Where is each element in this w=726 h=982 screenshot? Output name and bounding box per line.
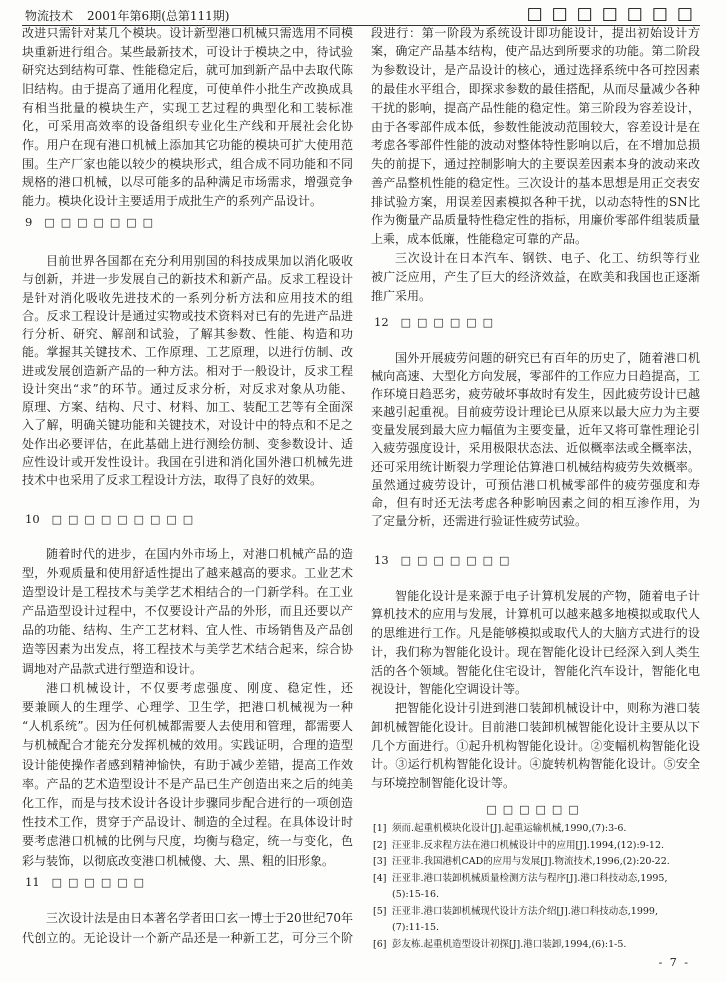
section-12-body [371,349,700,530]
section-number: 10 [25,512,40,526]
section-12-heading [374,312,499,332]
text-line: 排试验方案，用误差因素模拟各种干扰，以动态特性的SN比 [371,194,700,209]
paragraph [371,249,700,305]
text-line: 原理、方案、结构、尺寸、材料、加工、装配工艺等有全面深 [22,400,353,414]
text-line: 围。生产厂家也能以较少的模块形式，组合成不同功能和不同 [22,156,353,171]
text-line: 进或发展创造新产品的一种方法。相对于一般设计，反求工程 [22,363,353,378]
text-line: 设计突出“求”的环节。通过反求分析，对反求对象从功能、 [22,381,353,396]
text-line: 还可采用统计断裂力学理论估算港口机械结构疲劳失效概率。 [371,459,700,474]
reference-label: [3] [373,856,387,867]
text-line: 干扰的影响，提高产品性能的稳定性。第三阶段为容差设计， [371,100,700,115]
text-line: 与机械配合才能充分发挥机械的效用。实践证明，合理的造型 [22,738,353,753]
text-line: 作为衡量产品质量特性稳定性的指标，用廉价零部件组装质量 [371,213,700,228]
text-line: 善产品整机性能的稳定性。三次设计的基本思想是用正交表安 [371,175,700,190]
text-line: 与环境控制智能化设计等。 [371,776,516,791]
references-heading: □□□□□□ [486,803,585,816]
text-line: 算机技术的应用与发展，计算机可以越来越多地模拟或取代人 [371,607,700,622]
paragraph [371,699,700,793]
paragraph [22,545,353,679]
text-line: 随着时代的进步，在国内外市场上，对港口机械产品的造 [46,546,353,561]
text-line: 智能化设计是来源于电子计算机发展的产物，随着电子计 [395,588,700,603]
text-line: 合。反求工程设计是通过实物或技术资料对已有的先进产品进 [22,308,353,323]
text-line: 规格的港口机械，以尽可能多的品种满足市场需求，增强竞争 [22,175,353,190]
reference-line: 须而.起重机模块化设计[J].起重运输机械,1990,(7):3-6. [392,823,627,834]
text-line: 命，但有时还无法考虑各种影响因素之间的相互渗作用，为 [371,495,700,510]
reference-label: [5] [373,905,387,917]
section-11-continued-body [371,24,700,306]
opening-text [22,24,353,211]
text-line: 几个方面进行。①起升机构智能化设计。②变幅机构智能化设 [371,738,700,753]
page-number: - 7 - [658,956,690,969]
text-line: 卸机械智能化设计。目前港口装卸机械智能化设计主要从以下 [371,719,700,734]
text-line: 了定量分析，还需进行验证性疲劳试验。 [371,513,588,528]
text-line: 行分析、研究、解剖和试验，了解其参数、性能、构造和功 [22,327,353,341]
text-line: 彩与装饰，以彻底改变港口机械傻、大、黑、粗的旧形象。 [22,853,335,868]
text-line: 代创立的。无论设计一个新产品还是一种新工艺，可分三个阶 [22,930,353,945]
text-line: 变量发展到最大应力幅值为主要变量，近年又将可靠性理论引 [371,423,700,438]
text-line: 能力。模块化设计主要适用于成批生产的系列产品设计。 [22,193,323,208]
reference-item [371,821,700,838]
section-title: □□□□□□ [400,316,499,329]
paragraph [371,349,700,530]
section-13-body [371,587,700,793]
reference-text [392,854,700,871]
text-line: 调地对产品款式进行塑造和设计。 [22,661,203,676]
paragraph [22,252,353,489]
text-line: 要兼顾人的生理学、心理学、卫生学，把港口机械视为一种 [22,700,353,714]
section-title: □□□□□□□ [44,216,160,229]
paragraph [371,24,700,249]
text-line: 把智能化设计引进到港口装卸机械设计中，则称为港口装 [395,701,700,716]
reference-line: 彭友栋.起重机造型设计初探[J].港口装卸,1994,(6):1-5. [392,938,627,950]
section-mark: □□□□□□□ [526,4,702,24]
reference-label: [1] [373,823,387,834]
text-line: 造等因素为出发点，将工程技术与美学艺术结合起来，综合协 [22,642,353,657]
text-line: 推广采用。 [371,288,432,303]
text-line: 计。③运行机构智能化设计。④旋转机构智能化设计。⑤安全 [371,757,700,772]
text-line: 技术中也采用了反求工程设计方法，取得了良好的效果。 [22,473,323,487]
text-line: 性技术工作，贯穿于产品设计、制造的全过程。在具体设计时 [22,815,353,830]
reference-label: [6] [373,938,387,950]
section-13-heading [374,550,515,570]
reference-line: 汪亚非.港口装卸机械现代设计方法介绍[J].港口科技动态,1999, [392,905,658,917]
paragraph [371,587,700,700]
reference-line: 汪亚非.我国港机CAD的应用与发展[J].物流技术,1996,(2):20-22. [392,856,670,867]
text-line: 三次设计法是由日本著名学者田口玄一博士于20世纪70年 [46,911,353,925]
text-line: 入疲劳强度设计，采用极限状态法、近似概率法或全概率法， [371,441,700,456]
text-line: 要考虑港口机械的比例与尺度，均衡与稳定，统一与变化，色 [22,834,353,849]
reference-line: (7):11-15. [392,922,440,933]
reference-text [392,871,700,904]
text-line: 视设计，智能化空调设计等。 [371,682,528,697]
text-line: 率。产品的艺术造型设计不是产品已生产创造出来之后的纯美 [22,776,353,791]
text-line: 的思维进行工作。凡是能够模拟或取代人的大脑方式进行的设 [371,626,700,641]
text-line: 化工作，而是与技术设计各设计步骤同步配合进行的一项创造 [22,795,353,810]
text-line: 设计能使操作者感到精神愉快，有助于减少差错，提高工作效 [22,757,353,772]
text-line: 考虑各零部件性能的波动对整体特性影响以后，在不增加总损 [371,138,700,153]
text-line: 段进行：第一阶段为系统设计即功能设计，提出初始设计方 [371,25,700,40]
section-title: □□□□□□□ [400,554,516,567]
reference-line: 汪亚非.港口装卸机械质量检测方法与程序[J].港口科技动态,1995, [392,872,668,884]
text-line: 虽然通过疲劳设计，可预估港口机械零部件的疲劳强度和寿 [371,477,700,492]
text-line: 应性设计或开发性设计。我国在引进和消化国外港口机械先进 [22,454,353,469]
text-line: 三次设计在日本汽车、钢铁、电子、化工、纺织等行业 [395,250,700,265]
reference-line: (5):15-16. [392,889,440,900]
text-line: 作环境日趋恶劣，疲劳破坏事故时有发生，因此疲劳设计已越 [371,387,700,402]
text-line: 有相当批量的模块生产，实现工艺过程的典型化和工装标准 [22,100,353,115]
reference-list [371,821,700,953]
text-line: 型，外观质量和使用舒适性提出了越来越高的要求。工业艺术 [22,565,353,580]
paragraph [22,24,353,211]
text-line: 能。掌握其关键技术、工作原理、工艺原理，以进行仿制、改 [22,345,353,360]
text-line: 为参数设计，是产品设计的核心，通过选择系统中各可控因素 [371,63,700,78]
section-number: 11 [25,875,40,889]
text-line: 失的前提下，通过控制影响大的主要误差因素本身的波动来改 [371,157,700,172]
section-9-heading [25,212,159,232]
text-line: 处作出必要评估，在此基础上进行测绘仿制、变参数设计、适 [22,436,353,451]
text-line: 研究达到结构可靠、性能稳定后，就可加到新产品中去取代陈 [22,63,353,78]
text-line: 作。用户在现有港口机械上添加其它功能的模块可扩大使用范 [22,137,353,152]
text-line: 改进只需针对某几个模块。设计新型港口机械只需选用不同模 [22,26,353,40]
text-line: 与创新，并进一步发展自己的新技术和新产品。反求工程设计 [22,272,353,287]
text-line: 上乘，成本低廉，性能稳定可靠的产品。 [371,232,588,247]
text-line: 计，我们称为智能化设计。现在智能化设计已经深入到人类生 [371,644,700,659]
section-title: □□□□□□□□□ [51,513,200,526]
text-line: 被广泛应用，产生了巨大的经济效益，在欧美和我国也正逐渐 [371,269,700,284]
text-line: 港口机械设计，不仅要考虑强度、刚度、稳定性，还 [46,680,353,695]
section-number: 12 [374,315,389,329]
reference-item [371,904,700,937]
text-line: 入了解，明确关键功能和关键技术，对设计中的特点和不足之 [22,418,353,433]
text-line: 由于各零部件成本低，参数性能波动范围较大，容差设计是在 [371,119,700,134]
paragraph [22,679,353,871]
text-line: “人机系统”。因为任何机械都需要人去使用和管理，都需要人 [22,719,353,734]
reference-label: [2] [373,839,387,851]
reference-text [392,821,700,838]
reference-text [392,838,700,855]
reference-item [371,854,700,871]
reference-item [371,937,700,954]
text-line: 械向高速、大型化方向发展，零部件的工作应力日趋提高，工 [371,369,700,384]
text-line: 案，确定产品基本结构，使产品达到所要求的功能。第二阶段 [371,44,700,59]
section-11-heading [25,872,150,892]
text-line: 国外开展疲劳问题的研究已有百年的历史了，随着港口机 [395,351,700,365]
section-number: 9 [25,215,33,229]
reference-text [392,904,700,937]
text-line: 化，可采用高效率的设备组织专业化生产线和开展社会化协 [22,119,353,134]
text-line: 产品造型设计过程中，不仅要设计产品的外形，而且还要以产 [22,604,353,619]
text-line: 活的各个领域。智能化住宅设计，智能化汽车设计，智能化电 [371,663,700,678]
issue-info: 2001年第6期(总第111期) [87,9,230,23]
right-column [371,0,700,982]
section-10-heading [25,509,199,529]
reference-text [392,937,700,954]
journal-name: 物流技术 [25,9,74,23]
text-line: 品的功能、结构、生产工艺材料、宜人性、市场销售及产品创 [22,623,353,638]
section-title: □□□□□□ [51,876,150,889]
text-line: 旧结构。由于提高了通用化程度，可使单件小批生产改换成具 [22,81,353,96]
text-line: 块重新进行组合。某些最新技术，可设计于模块之中，待试验 [22,44,353,59]
text-line: 目前世界各国都在充分利用别国的科技成果加以消化吸收 [46,254,353,268]
reference-label: [4] [373,872,387,884]
text-line: 的最佳水平组合，即探求参数的最佳搭配，从而尽量减少各种 [371,81,700,96]
reference-item [371,838,700,855]
section-9-body [22,252,353,489]
text-line: 造型设计是工程技术与美学艺术相结合的一门新学科。在工业 [22,584,353,599]
section-11-body [22,909,353,948]
reference-item [371,871,700,904]
reference-line: 汪亚非.反求程方法在港口机械设计中的应用[J].1994,(12):9-12. [392,839,665,851]
left-column [22,0,353,982]
section-number: 13 [374,553,389,567]
text-line: 是针对消化吸收先进技术的一系列分析方法和应用技术的组 [22,290,353,305]
paragraph [22,909,353,948]
section-10-body [22,545,353,871]
text-line: 来越引起重视。目前疲劳设计理论已从原来以最大应力为主要 [371,405,700,420]
